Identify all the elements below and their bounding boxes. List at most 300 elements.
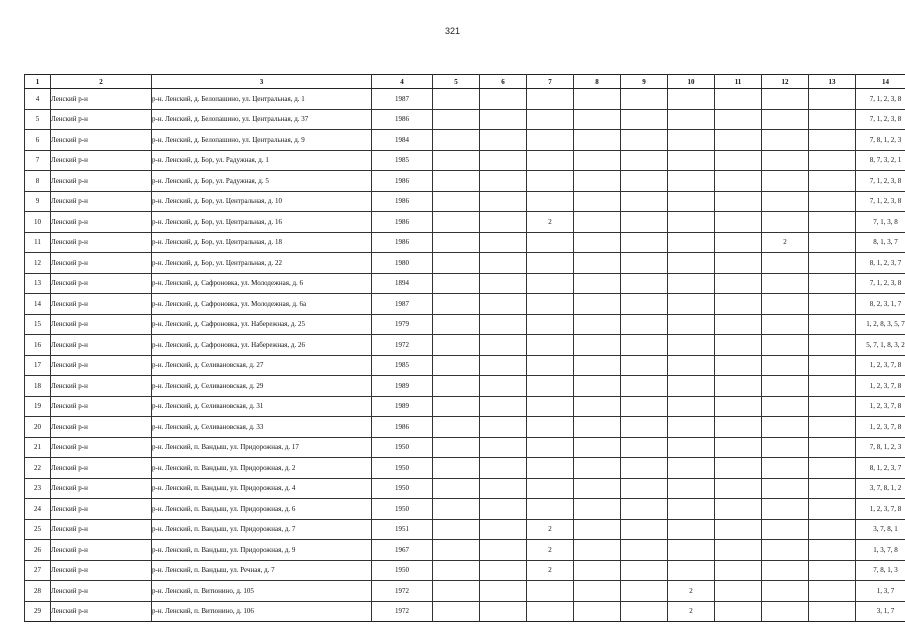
address-cell: р-н. Ленский, д. Белопашино, ул. Центральная, д. 9 bbox=[152, 130, 372, 151]
col7-cell bbox=[527, 458, 574, 479]
address-cell: р-н. Ленский, д. Селивановская, д. 27 bbox=[152, 355, 372, 376]
col5-cell bbox=[433, 150, 480, 171]
year-cell: 1987 bbox=[372, 89, 433, 110]
col9-cell bbox=[621, 458, 668, 479]
address-cell: р-н. Ленский, д. Бор, ул. Радужная, д. 5 bbox=[152, 171, 372, 192]
col9-cell bbox=[621, 130, 668, 151]
col11-cell bbox=[715, 417, 762, 438]
year-cell: 1972 bbox=[372, 601, 433, 622]
col13-cell bbox=[809, 335, 856, 356]
col7-cell bbox=[527, 335, 574, 356]
row-number: 16 bbox=[25, 335, 51, 356]
col13-cell bbox=[809, 601, 856, 622]
col7-cell bbox=[527, 171, 574, 192]
col11-cell bbox=[715, 519, 762, 540]
address-cell: р-н. Ленский, п. Вандыш, ул. Придорожная, д. 9 bbox=[152, 540, 372, 561]
year-cell: 1984 bbox=[372, 130, 433, 151]
row-number: 15 bbox=[25, 314, 51, 335]
col12-cell bbox=[762, 273, 809, 294]
address-cell: р-н. Ленский, д. Белопашино, ул. Центральная, д. 1 bbox=[152, 89, 372, 110]
address-cell: р-н. Ленский, д. Бор, ул. Центральная, д. 10 bbox=[152, 191, 372, 212]
col6-cell bbox=[480, 601, 527, 622]
district-cell: Ленский р-н bbox=[51, 499, 152, 520]
col10-cell bbox=[668, 519, 715, 540]
address-cell: р-н. Ленский, д. Сафроновка, ул. Молодежная, д. 6 bbox=[152, 273, 372, 294]
col5-cell bbox=[433, 314, 480, 335]
col12-cell bbox=[762, 171, 809, 192]
district-cell: Ленский р-н bbox=[51, 581, 152, 602]
col8-cell bbox=[574, 253, 621, 274]
col13-cell bbox=[809, 314, 856, 335]
col11-cell bbox=[715, 232, 762, 253]
district-cell: Ленский р-н bbox=[51, 417, 152, 438]
table-row bbox=[25, 294, 905, 315]
col6-cell bbox=[480, 294, 527, 315]
address-cell: р-н. Ленский, п. Вандыш, ул. Речная, д. 7 bbox=[152, 560, 372, 581]
col13-cell bbox=[809, 294, 856, 315]
col9-cell bbox=[621, 294, 668, 315]
col8-cell bbox=[574, 478, 621, 499]
table-row bbox=[25, 560, 905, 581]
col11-cell bbox=[715, 458, 762, 479]
col7-cell: 2 bbox=[527, 560, 574, 581]
col7-cell bbox=[527, 314, 574, 335]
district-cell: Ленский р-н bbox=[51, 253, 152, 274]
address-cell: р-н. Ленский, д. Селивановская, д. 29 bbox=[152, 376, 372, 397]
page-number: 321 bbox=[444, 26, 461, 36]
col5-cell bbox=[433, 519, 480, 540]
column-header-14: 14 bbox=[856, 75, 905, 89]
col12-cell bbox=[762, 355, 809, 376]
col7-cell bbox=[527, 396, 574, 417]
col12-cell bbox=[762, 191, 809, 212]
col10-cell bbox=[668, 478, 715, 499]
col10-cell bbox=[668, 171, 715, 192]
col9-cell bbox=[621, 396, 668, 417]
col7-cell bbox=[527, 601, 574, 622]
address-cell: р-н. Ленский, д. Сафроновка, ул. Набережная, д. 25 bbox=[152, 314, 372, 335]
address-cell: р-н. Ленский, д. Сафроновка, ул. Набережная, д. 26 bbox=[152, 335, 372, 356]
col11-cell bbox=[715, 191, 762, 212]
table-row bbox=[25, 130, 905, 151]
column-header-1: 1 bbox=[25, 75, 51, 89]
col5-cell bbox=[433, 540, 480, 561]
table-row bbox=[25, 335, 905, 356]
column-header-8: 8 bbox=[574, 75, 621, 89]
year-cell: 1986 bbox=[372, 212, 433, 233]
col9-cell bbox=[621, 109, 668, 130]
col13-cell bbox=[809, 396, 856, 417]
col11-cell bbox=[715, 540, 762, 561]
code-cell: 1, 3, 7 bbox=[856, 581, 905, 602]
code-cell: 1, 2, 3, 7, 8 bbox=[856, 396, 905, 417]
row-number: 22 bbox=[25, 458, 51, 479]
col5-cell bbox=[433, 478, 480, 499]
col9-cell bbox=[621, 519, 668, 540]
col8-cell bbox=[574, 376, 621, 397]
year-cell: 1986 bbox=[372, 109, 433, 130]
col8-cell bbox=[574, 294, 621, 315]
row-number: 21 bbox=[25, 437, 51, 458]
col8-cell bbox=[574, 109, 621, 130]
col5-cell bbox=[433, 273, 480, 294]
address-cell: р-н. Ленский, д. Бор, ул. Радужная, д. 1 bbox=[152, 150, 372, 171]
col9-cell bbox=[621, 171, 668, 192]
col7-cell: 2 bbox=[527, 212, 574, 233]
col11-cell bbox=[715, 437, 762, 458]
col7-cell bbox=[527, 232, 574, 253]
col7-cell: 2 bbox=[527, 540, 574, 561]
year-cell: 1979 bbox=[372, 314, 433, 335]
col6-cell bbox=[480, 335, 527, 356]
col7-cell bbox=[527, 89, 574, 110]
col13-cell bbox=[809, 560, 856, 581]
col8-cell bbox=[574, 335, 621, 356]
row-number: 19 bbox=[25, 396, 51, 417]
col10-cell bbox=[668, 417, 715, 438]
address-cell: р-н. Ленский, д. Белопашино, ул. Центральная, д. 37 bbox=[152, 109, 372, 130]
table-row bbox=[25, 89, 905, 110]
col10-cell bbox=[668, 191, 715, 212]
col5-cell bbox=[433, 417, 480, 438]
col13-cell bbox=[809, 499, 856, 520]
col7-cell bbox=[527, 478, 574, 499]
col5-cell bbox=[433, 294, 480, 315]
code-cell: 8, 1, 2, 3, 7 bbox=[856, 253, 905, 274]
col13-cell bbox=[809, 150, 856, 171]
col10-cell bbox=[668, 273, 715, 294]
col11-cell bbox=[715, 376, 762, 397]
col7-cell bbox=[527, 437, 574, 458]
col10-cell bbox=[668, 376, 715, 397]
row-number: 28 bbox=[25, 581, 51, 602]
district-cell: Ленский р-н bbox=[51, 519, 152, 540]
col13-cell bbox=[809, 376, 856, 397]
col8-cell bbox=[574, 417, 621, 438]
col12-cell bbox=[762, 540, 809, 561]
row-number: 23 bbox=[25, 478, 51, 499]
code-cell: 7, 8, 1, 2, 3 bbox=[856, 437, 905, 458]
district-cell: Ленский р-н bbox=[51, 232, 152, 253]
column-header-13: 13 bbox=[809, 75, 856, 89]
year-cell: 1986 bbox=[372, 171, 433, 192]
col8-cell bbox=[574, 89, 621, 110]
code-cell: 7, 1, 2, 3, 8 bbox=[856, 273, 905, 294]
col6-cell bbox=[480, 89, 527, 110]
column-header-11: 11 bbox=[715, 75, 762, 89]
col9-cell bbox=[621, 560, 668, 581]
header-row bbox=[25, 75, 905, 89]
row-number: 14 bbox=[25, 294, 51, 315]
year-cell: 1989 bbox=[372, 396, 433, 417]
col6-cell bbox=[480, 540, 527, 561]
col10-cell bbox=[668, 89, 715, 110]
col10-cell bbox=[668, 253, 715, 274]
col9-cell bbox=[621, 601, 668, 622]
col11-cell bbox=[715, 130, 762, 151]
col10-cell bbox=[668, 150, 715, 171]
column-header-10: 10 bbox=[668, 75, 715, 89]
code-cell: 8, 1, 2, 3, 7 bbox=[856, 458, 905, 479]
col6-cell bbox=[480, 376, 527, 397]
col11-cell bbox=[715, 150, 762, 171]
table-row bbox=[25, 253, 905, 274]
year-cell: 1986 bbox=[372, 417, 433, 438]
col12-cell bbox=[762, 89, 809, 110]
code-cell: 1, 2, 3, 7, 8 bbox=[856, 499, 905, 520]
col13-cell bbox=[809, 519, 856, 540]
col11-cell bbox=[715, 253, 762, 274]
col13-cell bbox=[809, 417, 856, 438]
col10-cell bbox=[668, 335, 715, 356]
col8-cell bbox=[574, 212, 621, 233]
col7-cell bbox=[527, 150, 574, 171]
code-cell: 8, 7, 3, 2, 1 bbox=[856, 150, 905, 171]
col10-cell bbox=[668, 294, 715, 315]
year-cell: 1986 bbox=[372, 191, 433, 212]
column-header-2: 2 bbox=[51, 75, 152, 89]
col9-cell bbox=[621, 150, 668, 171]
col7-cell bbox=[527, 355, 574, 376]
col9-cell bbox=[621, 191, 668, 212]
col7-cell bbox=[527, 376, 574, 397]
district-cell: Ленский р-н bbox=[51, 130, 152, 151]
col10-cell bbox=[668, 396, 715, 417]
col5-cell bbox=[433, 396, 480, 417]
col13-cell bbox=[809, 253, 856, 274]
district-cell: Ленский р-н bbox=[51, 89, 152, 110]
table-row bbox=[25, 499, 905, 520]
col10-cell bbox=[668, 314, 715, 335]
col6-cell bbox=[480, 355, 527, 376]
col8-cell bbox=[574, 396, 621, 417]
col7-cell bbox=[527, 253, 574, 274]
col9-cell bbox=[621, 212, 668, 233]
col10-cell bbox=[668, 212, 715, 233]
housing-register-table bbox=[24, 74, 905, 622]
col6-cell bbox=[480, 232, 527, 253]
col10-cell bbox=[668, 560, 715, 581]
col6-cell bbox=[480, 437, 527, 458]
col11-cell bbox=[715, 294, 762, 315]
col9-cell bbox=[621, 437, 668, 458]
col12-cell bbox=[762, 458, 809, 479]
col8-cell bbox=[574, 314, 621, 335]
col9-cell bbox=[621, 314, 668, 335]
col12-cell bbox=[762, 417, 809, 438]
col11-cell bbox=[715, 171, 762, 192]
address-cell: р-н. Ленский, п. Вандыш, ул. Придорожная, д. 2 bbox=[152, 458, 372, 479]
row-number: 17 bbox=[25, 355, 51, 376]
col5-cell bbox=[433, 376, 480, 397]
district-cell: Ленский р-н bbox=[51, 437, 152, 458]
col10-cell bbox=[668, 458, 715, 479]
col11-cell bbox=[715, 478, 762, 499]
col11-cell bbox=[715, 560, 762, 581]
row-number: 29 bbox=[25, 601, 51, 622]
col12-cell bbox=[762, 314, 809, 335]
table-row bbox=[25, 437, 905, 458]
col5-cell bbox=[433, 355, 480, 376]
col8-cell bbox=[574, 519, 621, 540]
district-cell: Ленский р-н bbox=[51, 376, 152, 397]
column-header-12: 12 bbox=[762, 75, 809, 89]
district-cell: Ленский р-н bbox=[51, 273, 152, 294]
col10-cell bbox=[668, 540, 715, 561]
col10-cell bbox=[668, 355, 715, 376]
code-cell: 7, 1, 3, 8 bbox=[856, 212, 905, 233]
col9-cell bbox=[621, 540, 668, 561]
district-cell: Ленский р-н bbox=[51, 109, 152, 130]
col6-cell bbox=[480, 519, 527, 540]
district-cell: Ленский р-н bbox=[51, 150, 152, 171]
year-cell: 1950 bbox=[372, 458, 433, 479]
year-cell: 1985 bbox=[372, 150, 433, 171]
col8-cell bbox=[574, 499, 621, 520]
col8-cell bbox=[574, 540, 621, 561]
col13-cell bbox=[809, 437, 856, 458]
col11-cell bbox=[715, 581, 762, 602]
col12-cell bbox=[762, 560, 809, 581]
district-cell: Ленский р-н bbox=[51, 212, 152, 233]
col9-cell bbox=[621, 355, 668, 376]
row-number: 12 bbox=[25, 253, 51, 274]
col13-cell bbox=[809, 171, 856, 192]
code-cell: 1, 2, 3, 7, 8 bbox=[856, 355, 905, 376]
col8-cell bbox=[574, 581, 621, 602]
year-cell: 1951 bbox=[372, 519, 433, 540]
col13-cell bbox=[809, 540, 856, 561]
district-cell: Ленский р-н bbox=[51, 355, 152, 376]
col11-cell bbox=[715, 314, 762, 335]
table-row bbox=[25, 191, 905, 212]
col11-cell bbox=[715, 335, 762, 356]
district-cell: Ленский р-н bbox=[51, 314, 152, 335]
col12-cell bbox=[762, 601, 809, 622]
row-number: 18 bbox=[25, 376, 51, 397]
col13-cell bbox=[809, 458, 856, 479]
col8-cell bbox=[574, 273, 621, 294]
col6-cell bbox=[480, 150, 527, 171]
code-cell: 5, 7, 1, 8, 3, 2 bbox=[856, 335, 905, 356]
col13-cell bbox=[809, 212, 856, 233]
address-cell: р-н. Ленский, п. Вандыш, ул. Придорожная, д. 17 bbox=[152, 437, 372, 458]
row-number: 8 bbox=[25, 171, 51, 192]
code-cell: 1, 2, 8, 3, 5, 7 bbox=[856, 314, 905, 335]
col12-cell bbox=[762, 478, 809, 499]
row-number: 7 bbox=[25, 150, 51, 171]
table-body bbox=[25, 89, 905, 622]
col12-cell bbox=[762, 581, 809, 602]
col5-cell bbox=[433, 171, 480, 192]
code-cell: 3, 7, 8, 1, 2 bbox=[856, 478, 905, 499]
table-row bbox=[25, 376, 905, 397]
col5-cell bbox=[433, 232, 480, 253]
code-cell: 7, 1, 2, 3, 8 bbox=[856, 109, 905, 130]
table-row bbox=[25, 171, 905, 192]
col5-cell bbox=[433, 458, 480, 479]
col9-cell bbox=[621, 89, 668, 110]
col9-cell bbox=[621, 253, 668, 274]
col13-cell bbox=[809, 581, 856, 602]
col12-cell bbox=[762, 109, 809, 130]
col13-cell bbox=[809, 273, 856, 294]
col6-cell bbox=[480, 109, 527, 130]
code-cell: 8, 2, 3, 1, 7 bbox=[856, 294, 905, 315]
col11-cell bbox=[715, 273, 762, 294]
district-cell: Ленский р-н bbox=[51, 540, 152, 561]
column-header-5: 5 bbox=[433, 75, 480, 89]
table-row bbox=[25, 314, 905, 335]
row-number: 6 bbox=[25, 130, 51, 151]
address-cell: р-н. Ленский, д. Бор, ул. Центральная, д. 18 bbox=[152, 232, 372, 253]
district-cell: Ленский р-н bbox=[51, 171, 152, 192]
col7-cell bbox=[527, 417, 574, 438]
col12-cell: 2 bbox=[762, 232, 809, 253]
col13-cell bbox=[809, 478, 856, 499]
col11-cell bbox=[715, 89, 762, 110]
col8-cell bbox=[574, 458, 621, 479]
column-header-3: 3 bbox=[152, 75, 372, 89]
district-cell: Ленский р-н bbox=[51, 335, 152, 356]
col9-cell bbox=[621, 273, 668, 294]
col10-cell bbox=[668, 130, 715, 151]
address-cell: р-н. Ленский, п. Вандыш, ул. Придорожная, д. 4 bbox=[152, 478, 372, 499]
code-cell: 3, 1, 7 bbox=[856, 601, 905, 622]
column-header-4: 4 bbox=[372, 75, 433, 89]
col12-cell bbox=[762, 499, 809, 520]
col6-cell bbox=[480, 253, 527, 274]
col13-cell bbox=[809, 191, 856, 212]
col8-cell bbox=[574, 437, 621, 458]
address-cell: р-н. Ленский, п. Витюнино, д. 106 bbox=[152, 601, 372, 622]
col6-cell bbox=[480, 273, 527, 294]
year-cell: 1950 bbox=[372, 560, 433, 581]
col12-cell bbox=[762, 376, 809, 397]
col13-cell bbox=[809, 89, 856, 110]
table-row bbox=[25, 519, 905, 540]
col12-cell bbox=[762, 437, 809, 458]
row-number: 10 bbox=[25, 212, 51, 233]
address-cell: р-н. Ленский, д. Сафроновка, ул. Молодежная, д. 6а bbox=[152, 294, 372, 315]
col6-cell bbox=[480, 417, 527, 438]
year-cell: 1980 bbox=[372, 253, 433, 274]
col11-cell bbox=[715, 396, 762, 417]
col9-cell bbox=[621, 232, 668, 253]
col5-cell bbox=[433, 253, 480, 274]
col13-cell bbox=[809, 109, 856, 130]
year-cell: 1894 bbox=[372, 273, 433, 294]
col6-cell bbox=[480, 191, 527, 212]
col6-cell bbox=[480, 478, 527, 499]
table-row bbox=[25, 396, 905, 417]
col10-cell bbox=[668, 232, 715, 253]
table-row bbox=[25, 417, 905, 438]
row-number: 4 bbox=[25, 89, 51, 110]
code-cell: 7, 1, 2, 3, 8 bbox=[856, 191, 905, 212]
district-cell: Ленский р-н bbox=[51, 396, 152, 417]
col13-cell bbox=[809, 130, 856, 151]
col11-cell bbox=[715, 355, 762, 376]
col5-cell bbox=[433, 130, 480, 151]
col10-cell bbox=[668, 109, 715, 130]
col6-cell bbox=[480, 212, 527, 233]
year-cell: 1967 bbox=[372, 540, 433, 561]
col6-cell bbox=[480, 560, 527, 581]
district-cell: Ленский р-н bbox=[51, 601, 152, 622]
district-cell: Ленский р-н bbox=[51, 191, 152, 212]
col5-cell bbox=[433, 437, 480, 458]
